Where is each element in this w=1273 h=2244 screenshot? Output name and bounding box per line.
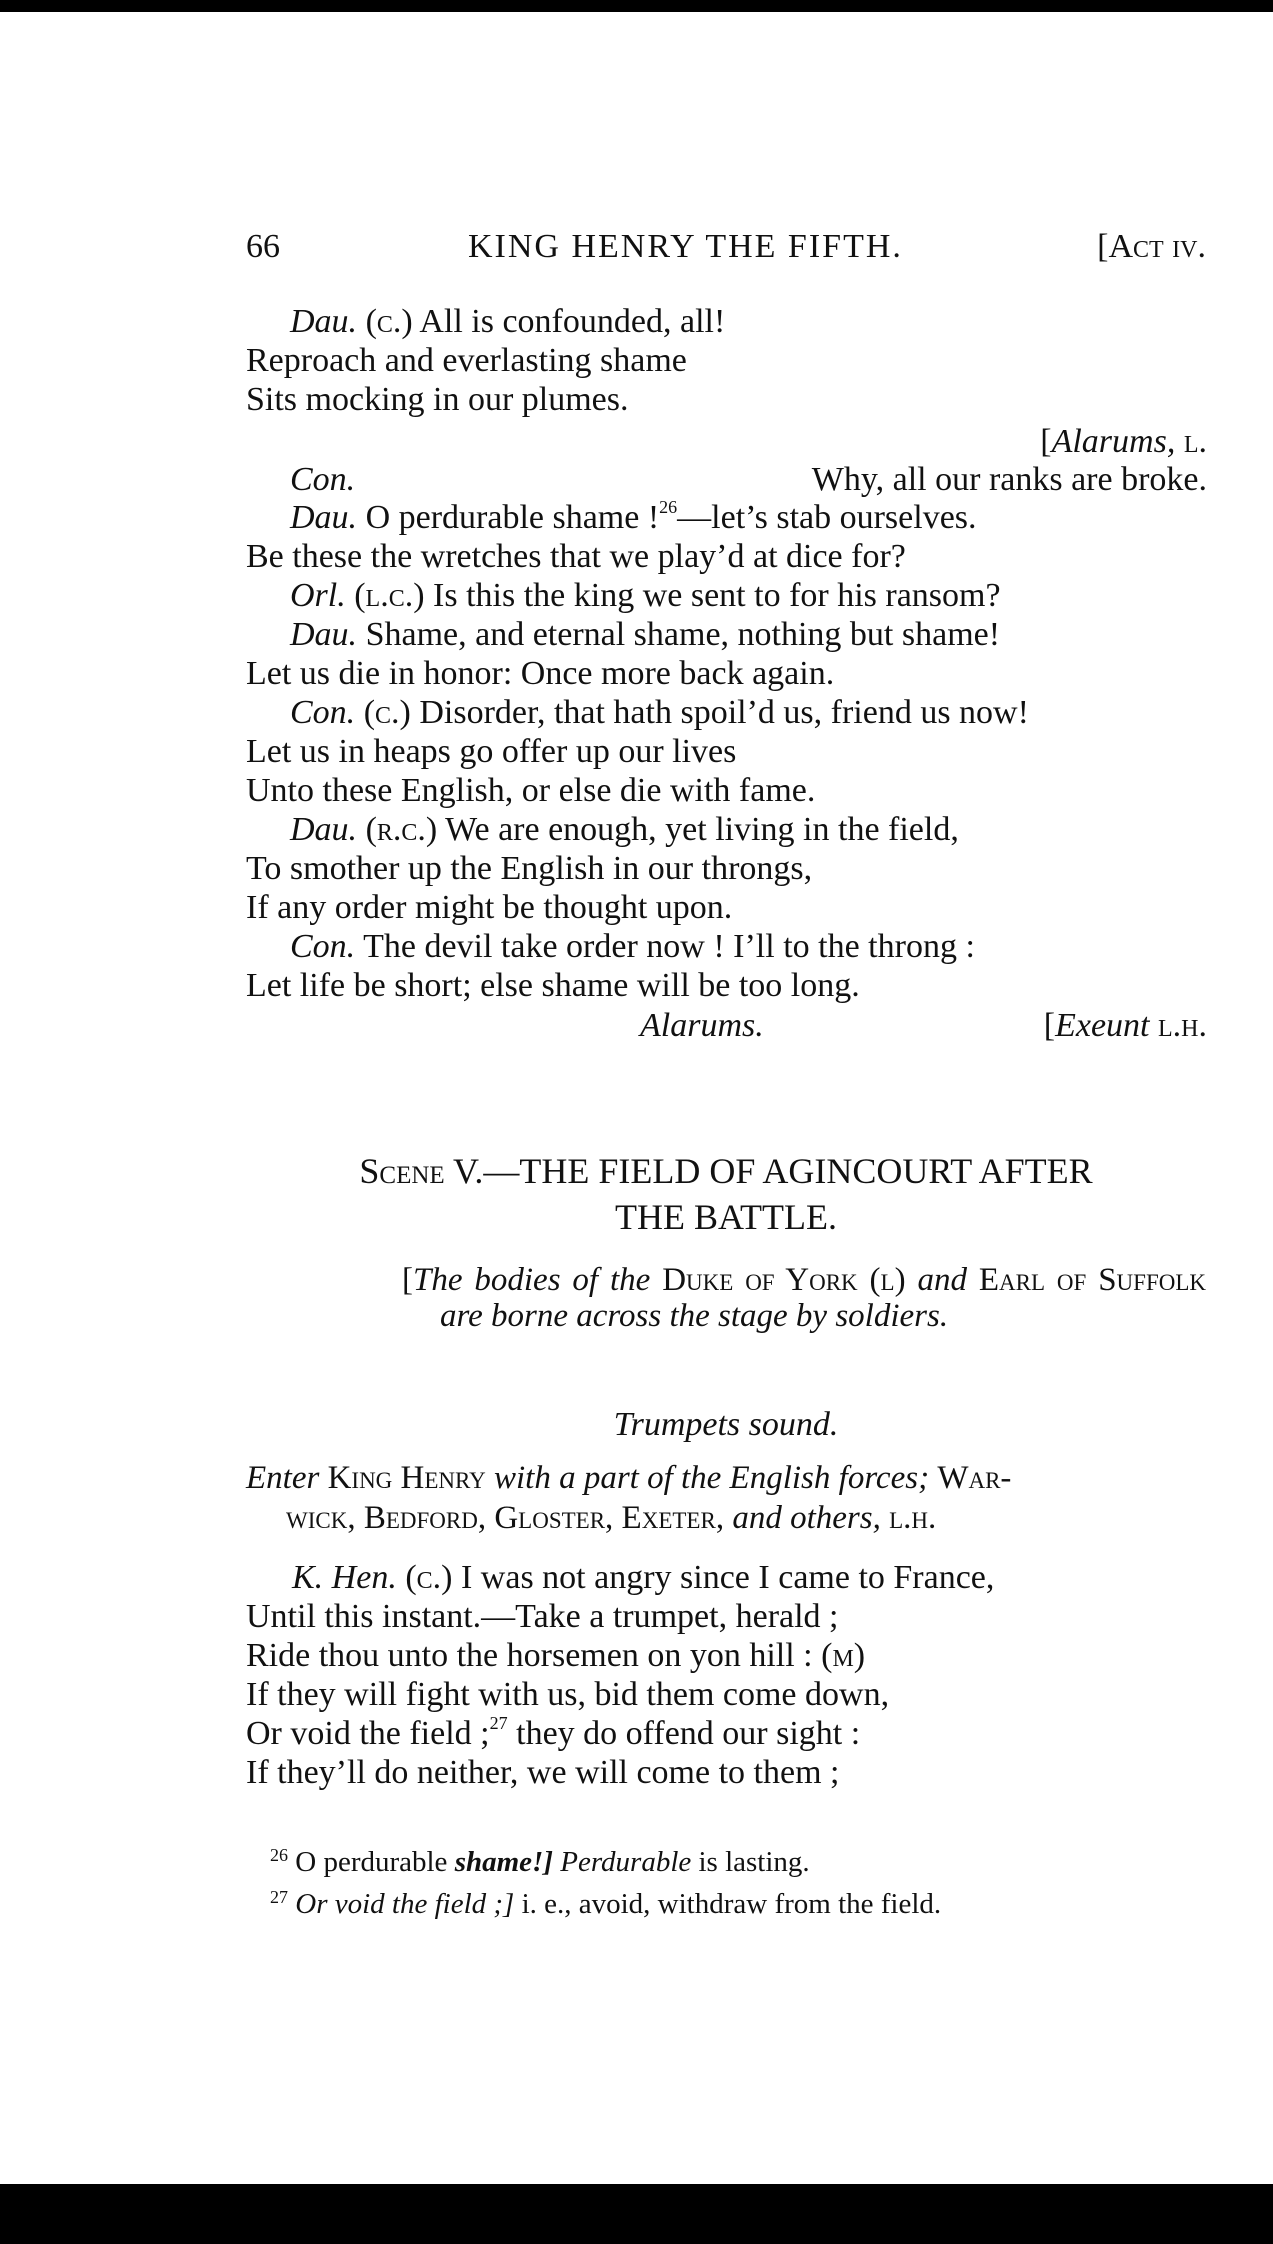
running-header (246, 228, 1206, 272)
footnote-ref: 26 (659, 497, 678, 517)
verse-line: Orl. (l.c.) Is this the king we sent to for his ransom? (290, 577, 1001, 614)
verse-line: Ride thou unto the horsemen on yon hill : (m) (246, 1637, 866, 1674)
verse-line: Con. (c.) Disorder, that hath spoil’d us, friend us now! (290, 694, 1029, 731)
verse-line: Con. (290, 461, 356, 498)
stage-direction: Trumpets sound. (613, 1406, 839, 1443)
verse-line: Let life be short; else shame will be too long. (246, 967, 860, 1004)
act-label: [Act iv. (1097, 228, 1206, 265)
verse-line: Be these the wretches that we play’d at dice for? (246, 538, 906, 575)
verse-line: K. Hen. (c.) I was not angry since I came to France, (292, 1559, 995, 1596)
verse-line: Sits mocking in our plumes. (246, 381, 629, 418)
verse-line: Or void the field ;$^{27}$ they do offend our sight : (246, 1713, 861, 1752)
verse-line: Let us die in honor: Once more back again. (246, 655, 835, 692)
scene-heading: Scene V.—THE FIELD OF AGINCOURT AFTER (359, 1151, 1093, 1191)
stage-direction: [Alarums, l. (1040, 423, 1207, 460)
footnote-ref: 27 (489, 1713, 508, 1733)
running-title: KING HENRY THE FIFTH. (468, 228, 903, 265)
verse-line: Con. The devil take order now ! I’ll to the throng : (290, 928, 975, 965)
bottom-scan-border (0, 2184, 1273, 2244)
verse-line: Dau. O perdurable shame !$^{26}$—let’s stab ourselves. (290, 497, 977, 536)
entrance-direction: Enter King Henry with a part of the English forces; War- wick, Bedford, Gloster, Exeter, and others, l.h. (246, 1460, 1012, 1536)
verse-line: Until this instant.—Take a trumpet, herald ; (246, 1598, 839, 1635)
stage-direction: Alarums. (640, 1007, 764, 1044)
verse-line: If they will fight with us, bid them come down, (246, 1676, 890, 1713)
stage-direction-block: [The bodies of the Duke of York (l) and Earl of Suffolk are borne across the stage by soldiers. (402, 1262, 1207, 1334)
verse-line: If they’ll do neither, we will come to them ; (246, 1754, 840, 1791)
verse-line: To smother up the English in our throngs, (246, 850, 813, 887)
verse-line: Let us in heaps go offer up our lives (246, 733, 737, 770)
top-scan-border (0, 0, 1273, 12)
scene-heading-line2: THE BATTLE. (615, 1197, 837, 1237)
footnote: $^{26}$ O perdurable shame!] Perdurable is lasting. (270, 1845, 810, 1878)
verse-line: Reproach and everlasting shame (246, 342, 687, 379)
verse-line: Why, all our ranks are broke. (811, 461, 1207, 498)
verse-line: Dau. Shame, and eternal shame, nothing but shame! (290, 616, 1001, 653)
verse-line: Unto these English, or else die with fame. (246, 772, 816, 809)
verse-line: Dau. (c.) All is confounded, all! (290, 303, 726, 340)
footnote: $^{27}$ Or void the field ;] i. e., avoid, withdraw from the field. (270, 1887, 942, 1920)
stage-direction: [Exeunt l.h. (1043, 1007, 1207, 1044)
speaker: Dau. (290, 303, 358, 340)
verse-line: If any order might be thought upon. (246, 889, 733, 926)
page-number: 66 (246, 228, 280, 265)
verse-line: Dau. (r.c.) We are enough, yet living in the field, (290, 811, 959, 848)
